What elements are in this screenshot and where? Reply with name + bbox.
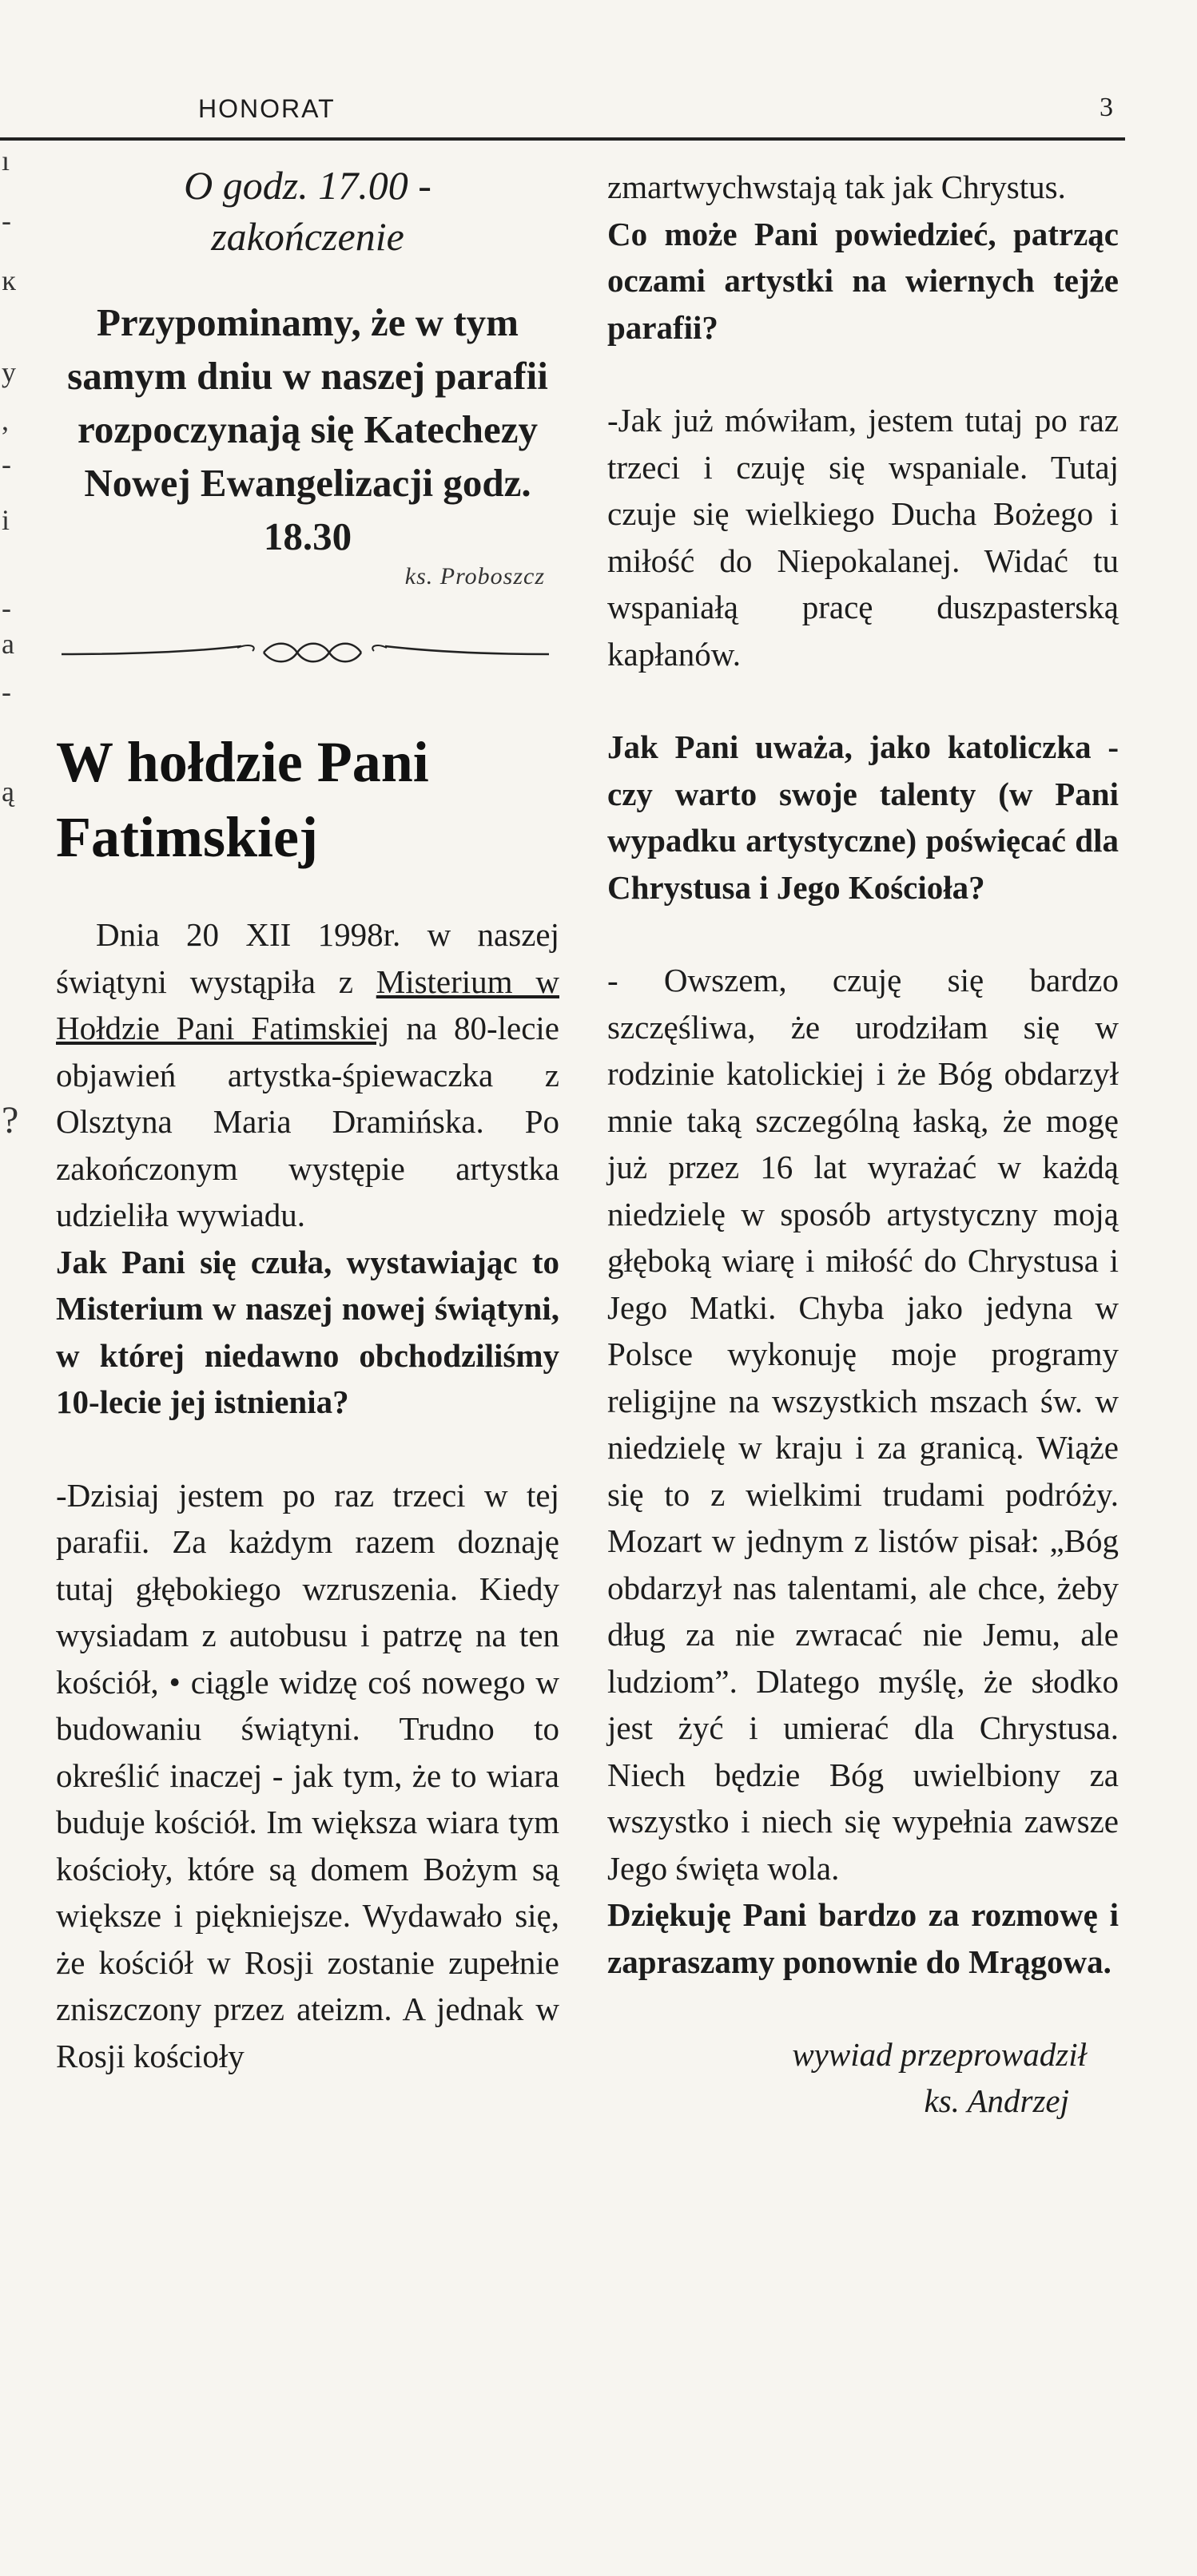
edge-mark: ı [2,145,10,177]
edge-mark: - [2,448,11,480]
page-header [0,94,1197,142]
catechesis-notice: Przypominamy, że w tym samym dniu w naszej parafii rozpoczynają się Katechezy Nowej Ewangelizacji godz. 18.30 [67,300,548,558]
header-rule [0,137,1125,141]
edge-mark: - [2,676,11,708]
closing-time [56,160,559,262]
edge-mark: , [2,404,9,436]
edge-mark: i [2,504,10,536]
signature-name: ks. Andrzej [924,2082,1069,2119]
edge-mark: a [2,628,14,660]
article-intro [56,911,559,1239]
intro-text-end: na 80-lecie objawień artystka-śpiewaczka z Olsztyna Maria Dramińska. Po zakończonym występie artystka udzieliła wywiadu. [56,1010,559,1233]
question-2: Co może Pani powiedzieć, patrząc oczami artystki na wiernych tejże parafii? [607,215,1119,346]
answer-1: -Dzisiaj jestem po raz trzeci w tej parafii. Za każdym razem doznaję tutaj głębokiego wzruszenia. Kiedy wysiadam z autobusu i patrzę na ten kościół, • ciągle widzę coś nowego w budowaniu świątyni. Trudno to określić inaczej - jak tym, że to wiara buduje kościół. Im większa wiara tym kościoły, które są domem Bożym są większe i piękniejsze. Wydawało się, że kościół w Rosji zostanie zupełnie zniszczony przez ateizm. A jednak w Rosji kościoły [56,1476,559,2074]
question-1: Jak Pani się czuła, wystawiając to Misterium w naszej nowej świątyni, w której niedawno obchodziliśmy 10-lecie jej istnienia? [56,1243,559,1420]
edge-mark: ą [2,776,14,808]
page-number: 3 [1100,93,1113,122]
right-column [607,164,1119,2124]
answer-1-continued: zmartwychwstają tak jak Chrystus. [607,169,1066,205]
edge-mark: ĸ [2,264,16,296]
answer-2: -Jak już mówiłam, jestem tutaj po raz trzeci i czuję się wspaniale. Tutaj czuje się wielkiego Ducha Bożego i miłość do Niepokalanej. Widać tu wspaniałą pracę duszpasterską kapłanów. [607,402,1119,673]
edge-mark: - [2,592,11,624]
article-title: W hołdzie Pani Fatimskiej [56,730,429,869]
previous-page-edge [0,144,19,1182]
interview-signature [607,2031,1087,2124]
closing-label: zakończenie [211,214,404,259]
answer-3: - Owszem, czuję się bardzo szczęśliwa, że urodziłam się w rodzinie katolickiej i że Bóg obdarzył mnie taką szczególną łaską, że mogę już przez 16 lat wyrażać w każdą niedzielę w sposób artystyczny moją głęboką wiarę i miłość do Chrystusa i Jego Matki. Chyba jako jedyna w Polsce wykonuję moje programy religijne na wszystkich mszach św. w niedzielę w kraju i za granicą. Wiąże się to z wielkimi trudami podróży. Mozart w jednym z listów pisał: „Bóg obdarzył nas talentami, ale chce, żeby dług za nie zwracać nie Jemu, ale ludziom”. Dlatego myślę, że słodko jest żyć i umierać dla Chrystusa. Niech będzie Bóg uwielbiony za wszystko i niech się wypełnia zawsze Jego święta wola. [607,962,1119,1887]
misterium-title: Misterium w Hołdzie Pani Fatimskiej [56,963,559,1046]
edge-mark: ? [2,1099,19,1141]
closing-time-line: O godz. 17.00 - [184,163,431,208]
ornament-divider [58,637,553,669]
magazine-title: HONORAT [198,94,336,123]
thanks: Dziękuję Pani bardzo za rozmowę i zapraszamy ponownie do Mrągowa. [607,1896,1119,1980]
signature-line: wywiad przeprowadził [792,2036,1087,2073]
edge-mark: y [2,356,16,388]
left-column [56,160,559,2079]
edge-mark: - [2,204,11,236]
question-3: Jak Pani uważa, jako katoliczka - czy warto swoje talenty (w Pani wypadku artystyczne) poświęcać dla Chrystusa i Jego Kościoła? [607,728,1119,906]
notice-signature: ks. Proboszcz [404,563,545,589]
intro-text: Dnia 20 XII 1998r. w naszej świątyni wystąpiła z [56,916,559,1000]
